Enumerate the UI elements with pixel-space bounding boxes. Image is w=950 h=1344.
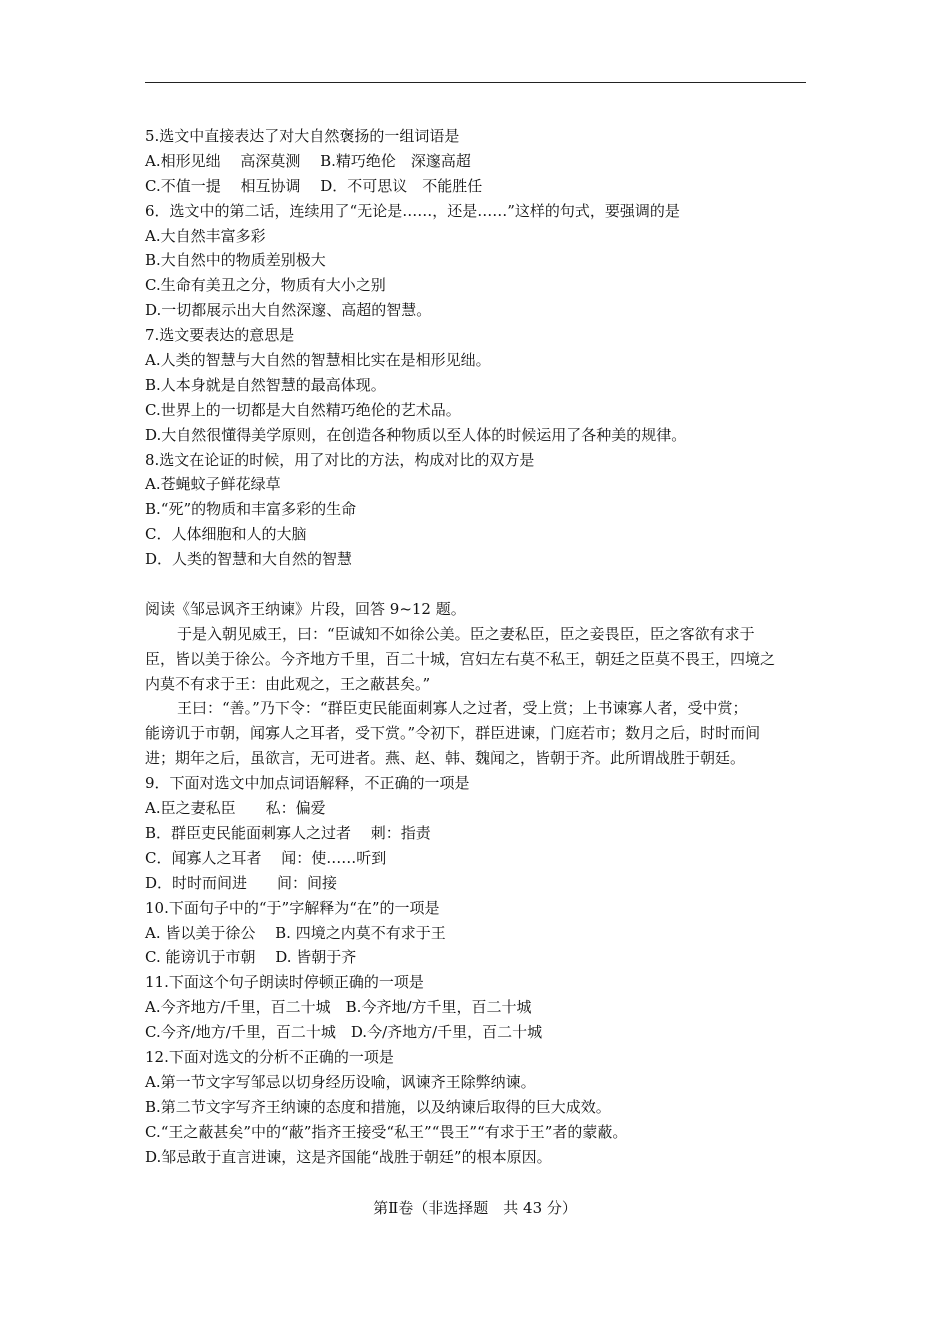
question-12-option-d: D.邹忌敢于直言进谏，这是齐国能“战胜于朝廷”的根本原因。 bbox=[145, 1147, 552, 1166]
question-6-option-c: C.生命有美丑之分，物质有大小之别 bbox=[145, 276, 386, 295]
question-11-stem: 11.下面这个句子朗读时停顿正确的一项是 bbox=[145, 973, 424, 992]
passage-paragraph-1-line-2: 臣，皆以美于徐公。今齐地方千里，百二十城，宫妇左右莫不私王，朝廷之臣莫不畏王，四境之 bbox=[145, 649, 776, 668]
question-9-stem: 9．下面对选文中加点词语解释，不正确的一项是 bbox=[145, 774, 470, 793]
question-6-option-b: B.大自然中的物质差别极大 bbox=[145, 251, 326, 270]
question-8-option-d: D．人类的智慧和大自然的智慧 bbox=[145, 550, 353, 569]
question-8-option-b: B.“死”的物质和丰富多彩的生命 bbox=[145, 500, 357, 519]
passage-paragraph-1-line-1: 于是入朝见威王，曰：“臣诚知不如徐公美。臣之妻私臣，臣之妾畏臣，臣之客欲有求于 bbox=[177, 624, 755, 643]
passage-paragraph-2-line-1: 王曰：“善。”乃下令：“群臣吏民能面刺寡人之过者，受上赏；上书谏寡人者，受中赏； bbox=[177, 699, 748, 718]
question-12-option-c: C.“王之蔽甚矣”中的“蔽”指齐王接受“私王”“畏王”“有求于王”者的蒙蔽。 bbox=[145, 1122, 628, 1141]
question-12-option-a: A.第一节文字写邹忌以切身经历设喻，讽谏齐王除弊纳谏。 bbox=[145, 1072, 536, 1091]
question-5-stem: 5.选文中直接表达了对大自然褒扬的一组词语是 bbox=[145, 127, 460, 145]
question-8-option-a: A.苍蝇蚊子鲜花绿草 bbox=[145, 475, 281, 494]
question-10-option-ab: A. 皆以美于徐公 B. 四境之内莫不有求于王 bbox=[145, 923, 446, 942]
blank-line bbox=[145, 572, 810, 597]
question-6-option-a: A.大自然丰富多彩 bbox=[145, 226, 266, 245]
question-8-option-c: C．人体细胞和人的大脑 bbox=[145, 525, 307, 544]
question-7-stem: 7.选文要表达的意思是 bbox=[145, 326, 295, 345]
question-7-option-a: A.人类的智慧与大自然的智慧相比实在是相形见绌。 bbox=[145, 351, 491, 370]
question-9-option-d: D．时时而间进 间：间接 bbox=[145, 873, 338, 892]
question-8-stem: 8.选文在论证的时候，用了对比的方法，构成对比的双方是 bbox=[145, 450, 535, 469]
question-5-option-ab: A.相形见绌 高深莫测 B.精巧绝伦 深邃高超 bbox=[145, 151, 471, 170]
question-6-option-d: D.一切都展示出大自然深邃、高超的智慧。 bbox=[145, 301, 432, 320]
question-7-option-b: B.人本身就是自然智慧的最高体现。 bbox=[145, 375, 386, 394]
question-11-option-cd: C.今齐/地方/千里，百二十城 D.今/齐地方/千里，百二十城 bbox=[145, 1023, 543, 1042]
passage-paragraph-2-line-2: 能谤讥于市朝，闻寡人之耳者，受下赏。”令初下，群臣进谏，门庭若市；数月之后，时时而间 bbox=[145, 724, 761, 743]
section-title: 第Ⅱ卷（非选择题 共 43 分） bbox=[373, 1199, 577, 1217]
question-10-option-cd: C. 能谤讥于市朝 D. 皆朝于齐 bbox=[145, 948, 357, 967]
question-10-stem: 10.下面句子中的“于”字解释为“在”的一项是 bbox=[145, 898, 440, 917]
passage-paragraph-2-line-3: 进；期年之后，虽欲言，无可进者。燕、赵、韩、魏闻之，皆朝于齐。此所谓战胜于朝廷。 bbox=[145, 749, 746, 768]
question-6-stem: 6．选文中的第二话，连续用了“无论是……，还是……”这样的句式，要强调的是 bbox=[145, 201, 680, 220]
question-7-option-d: D.大自然很懂得美学原则，在创造各种物质以至人体的时候运用了各种美的规律。 bbox=[145, 425, 687, 444]
passage-paragraph-1-line-3: 内莫不有求于王：由此观之，王之蔽甚矣。” bbox=[145, 674, 431, 693]
question-9-option-c: C．闻寡人之耳者 闻：使……听到 bbox=[145, 848, 387, 867]
reading-intro: 阅读《邹忌讽齐王纳谏》片段，回答 9~12 题。 bbox=[145, 599, 466, 618]
exam-content bbox=[145, 124, 810, 1169]
header-rule bbox=[145, 82, 806, 83]
question-12-stem: 12.下面对选文的分析不正确的一项是 bbox=[145, 1047, 394, 1066]
question-5-option-cd: C.不值一提 相互协调 D．不可思议 不能胜任 bbox=[145, 176, 483, 195]
question-9-option-a: A.臣之妻私臣 私：偏爱 bbox=[145, 799, 326, 818]
question-9-option-b: B．群臣吏民能面刺寡人之过者 刺：指责 bbox=[145, 823, 431, 842]
question-12-option-b: B.第二节文字写齐王纳谏的态度和措施，以及纳谏后取得的巨大成效。 bbox=[145, 1097, 611, 1116]
question-11-option-ab: A.今齐地方/千里，百二十城 B.今齐地/方千里，百二十城 bbox=[145, 998, 532, 1017]
question-7-option-c: C.世界上的一切都是大自然精巧绝伦的艺术品。 bbox=[145, 400, 461, 419]
